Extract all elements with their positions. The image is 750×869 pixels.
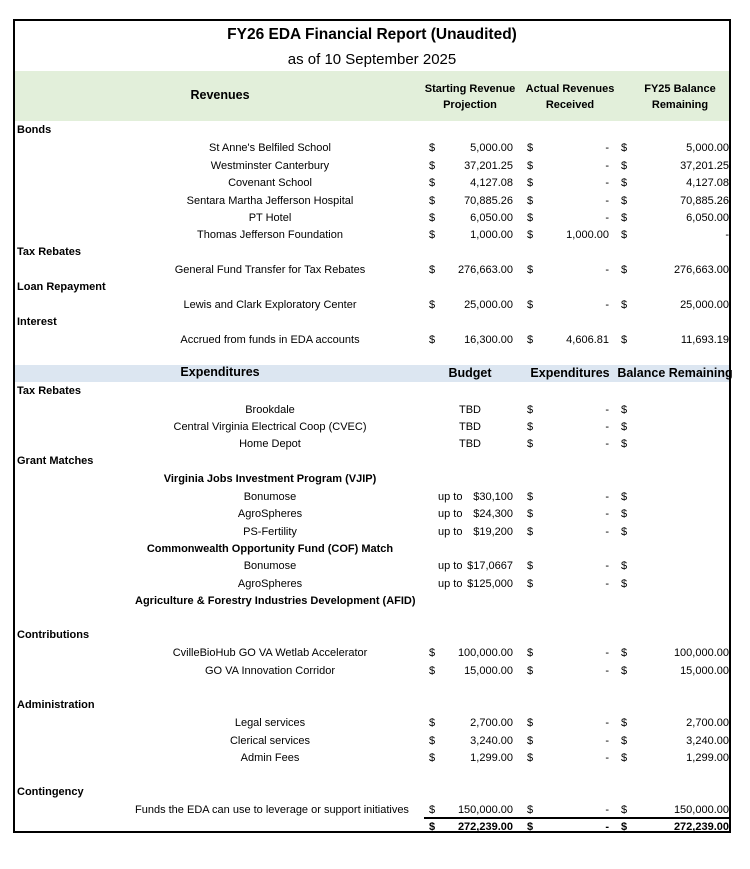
row-label: AgroSpheres: [237, 578, 303, 590]
currency-sign: $: [527, 421, 534, 433]
upto-label: up to: [438, 491, 463, 503]
col1-value: 6,050.00: [470, 212, 513, 224]
row-label: Legal services: [234, 717, 306, 729]
row-label: Home Depot: [239, 438, 301, 450]
col3-value: 4,127.08: [686, 177, 729, 189]
revenue-row: [15, 262, 729, 279]
currency-sign: $: [527, 804, 534, 816]
row-label: AgroSpheres: [237, 508, 303, 520]
row-label: Admin Fees: [240, 752, 300, 764]
currency-sign: $: [621, 578, 628, 590]
col3-value: 5,000.00: [686, 142, 729, 154]
currency-sign: $: [527, 508, 534, 520]
budget-value: TBD: [459, 438, 481, 450]
row-label: Central Virginia Electrical Coop (CVEC): [173, 421, 367, 433]
currency-sign: $: [429, 195, 436, 207]
col3-value: 150,000.00: [673, 804, 729, 816]
contribution-row: [15, 645, 729, 662]
col3-value: 276,663.00: [673, 264, 729, 276]
grant-row: [15, 489, 729, 506]
col3-value: 15,000.00: [680, 665, 729, 677]
currency-sign: $: [527, 404, 534, 416]
currency-sign: $: [429, 752, 436, 764]
currency-sign: $: [621, 821, 628, 833]
expenditures-heading: Expenditures: [180, 365, 260, 379]
row-label: PT Hotel: [248, 212, 292, 224]
revenues-header-band: [15, 71, 729, 121]
col2-value: 4,606.81: [566, 334, 609, 346]
currency-sign: $: [527, 735, 534, 747]
currency-sign: $: [527, 560, 534, 572]
exp-balance-header: Balance Remaining: [617, 366, 733, 380]
col3-value: 2,700.00: [686, 717, 729, 729]
currency-sign: $: [621, 717, 628, 729]
upto-label: up to: [438, 526, 463, 538]
expenditure-value: -: [605, 526, 609, 538]
col3-value: 1,299.00: [686, 752, 729, 764]
col3-value: 11,693.19: [680, 334, 729, 346]
currency-sign: $: [527, 665, 534, 677]
currency-sign: $: [527, 334, 534, 346]
currency-sign: $: [621, 735, 628, 747]
col3-value: 272,239.00: [673, 821, 729, 833]
col1-value: 2,700.00: [470, 717, 513, 729]
col1-value: 70,885.26: [464, 195, 513, 207]
budget-value: TBD: [459, 421, 481, 433]
col2-value: -: [605, 177, 609, 189]
expenditure-value: -: [605, 404, 609, 416]
currency-sign: $: [621, 229, 628, 241]
currency-sign: $: [527, 160, 534, 172]
currency-sign: $: [527, 821, 534, 833]
col3-value: 3,240.00: [686, 735, 729, 747]
revenue-row: [15, 332, 729, 349]
col1-value: 150,000.00: [457, 804, 513, 816]
col2-value: -: [605, 752, 609, 764]
tax-rebate-row: [15, 436, 729, 453]
currency-sign: $: [621, 404, 628, 416]
section-administration: Administration: [17, 699, 95, 711]
col3-value: 70,885.26: [680, 195, 729, 207]
currency-sign: $: [527, 264, 534, 276]
row-label: Covenant School: [228, 177, 312, 189]
row-label: Bonumose: [243, 491, 297, 503]
financial-report: [13, 19, 731, 833]
currency-sign: $: [429, 334, 436, 346]
col2-value: -: [605, 717, 609, 729]
currency-sign: $: [527, 177, 534, 189]
program-title: Commonwealth Opportunity Fund (COF) Match: [146, 543, 394, 555]
col3-value: -: [725, 229, 729, 241]
col2-value: -: [605, 160, 609, 172]
currency-sign: $: [621, 299, 628, 311]
row-label: Lewis and Clark Exploratory Center: [183, 299, 357, 311]
contribution-row: [15, 663, 729, 680]
balance-remaining-header: FY25 Balance Remaining: [644, 83, 716, 111]
currency-sign: $: [527, 142, 534, 154]
expenditure-value: -: [605, 578, 609, 590]
row-label: CvilleBioHub GO VA Wetlab Accelerator: [172, 647, 368, 659]
revenue-row: [15, 297, 729, 314]
expenditure-value: -: [605, 491, 609, 503]
currency-sign: $: [527, 229, 534, 241]
col1-value: 3,240.00: [470, 735, 513, 747]
col1-value: 5,000.00: [470, 142, 513, 154]
tax-rebate-row: [15, 402, 729, 419]
cof-title-row: [15, 541, 729, 558]
grant-row: [15, 558, 729, 575]
currency-sign: $: [429, 299, 436, 311]
budget-value: $24,300: [473, 508, 513, 520]
row-label: Sentara Martha Jefferson Hospital: [186, 195, 354, 207]
total-row: [15, 819, 729, 836]
row-label: Clerical services: [229, 735, 311, 747]
starting-revenue-header: Starting Revenue Projection: [424, 83, 516, 111]
program-title: Virginia Jobs Investment Program (VJIP): [163, 473, 377, 485]
row-label: Funds the EDA can use to leverage or support initiatives: [135, 804, 409, 816]
currency-sign: $: [429, 177, 436, 189]
revenue-row: [15, 210, 729, 227]
upto-label: up to: [438, 560, 463, 572]
currency-sign: $: [429, 229, 436, 241]
currency-sign: $: [429, 804, 436, 816]
expenditures-header-band: [15, 365, 733, 382]
currency-sign: $: [621, 421, 628, 433]
expenditure-value: -: [605, 560, 609, 572]
currency-sign: $: [527, 647, 534, 659]
row-label: General Fund Transfer for Tax Rebates: [174, 264, 366, 276]
upto-label: up to: [438, 508, 463, 520]
col3-value: 37,201.25: [680, 160, 729, 172]
row-label: Thomas Jefferson Foundation: [197, 229, 343, 241]
expenditure-value: -: [605, 508, 609, 520]
currency-sign: $: [527, 438, 534, 450]
currency-sign: $: [621, 177, 628, 189]
col1-value: 37,201.25: [464, 160, 513, 172]
col1-value: 16,300.00: [464, 334, 513, 346]
actual-revenues-header: Actual Revenues Received: [525, 83, 615, 111]
currency-sign: $: [621, 526, 628, 538]
expenditure-value: -: [605, 438, 609, 450]
currency-sign: $: [429, 821, 436, 833]
budget-value: $125,000: [467, 578, 513, 590]
budget-value: $17,0667: [467, 560, 513, 572]
grant-row: [15, 576, 729, 593]
revenue-row: [15, 158, 729, 175]
revenue-row: [15, 227, 729, 244]
row-label: GO VA Innovation Corridor: [204, 665, 336, 677]
program-title: Agriculture & Forestry Industries Development (AFID): [135, 595, 416, 607]
currency-sign: $: [429, 665, 436, 677]
col1-value: 15,000.00: [464, 665, 513, 677]
section-contributions: Contributions: [17, 629, 90, 641]
report-title: FY26 EDA Financial Report (Unaudited): [227, 26, 517, 43]
col1-value: 1,299.00: [470, 752, 513, 764]
currency-sign: $: [621, 334, 628, 346]
row-label: Brookdale: [245, 404, 295, 416]
currency-sign: $: [429, 142, 436, 154]
budget-header: Budget: [448, 366, 492, 380]
col1-value: 100,000.00: [457, 647, 513, 659]
revenue-row: [15, 175, 729, 192]
col1-value: 1,000.00: [470, 229, 513, 241]
currency-sign: $: [621, 665, 628, 677]
currency-sign: $: [621, 195, 628, 207]
admin-row: [15, 733, 729, 750]
currency-sign: $: [621, 491, 628, 503]
col2-value: -: [605, 821, 609, 833]
admin-row: [15, 715, 729, 732]
col2-value: -: [605, 212, 609, 224]
col2-value: -: [605, 264, 609, 276]
admin-row: [15, 750, 729, 767]
section-grant-matches: Grant Matches: [17, 455, 94, 467]
currency-sign: $: [429, 212, 436, 224]
report-subtitle: as of 10 September 2025: [15, 51, 729, 73]
expenditure-value: -: [605, 421, 609, 433]
currency-sign: $: [621, 212, 628, 224]
revenue-row: [15, 193, 729, 210]
revenue-row: [15, 140, 729, 157]
contingency-row: [15, 802, 729, 819]
col2-value: -: [605, 647, 609, 659]
col2-value: -: [605, 195, 609, 207]
currency-sign: $: [527, 195, 534, 207]
currency-sign: $: [429, 160, 436, 172]
section-loan-repayment: Loan Repayment: [17, 281, 106, 293]
col3-value: 100,000.00: [673, 647, 729, 659]
currency-sign: $: [621, 804, 628, 816]
currency-sign: $: [429, 264, 436, 276]
afid-title-row: [15, 593, 729, 610]
currency-sign: $: [527, 752, 534, 764]
currency-sign: $: [527, 491, 534, 503]
revenues-heading: Revenues: [190, 88, 250, 102]
col2-value: -: [605, 299, 609, 311]
col3-value: 6,050.00: [686, 212, 729, 224]
currency-sign: $: [621, 647, 628, 659]
budget-value: TBD: [459, 404, 481, 416]
col1-value: 272,239.00: [457, 821, 513, 833]
col2-value: 1,000.00: [566, 229, 609, 241]
expenditures-col-header: Expenditures: [530, 366, 610, 380]
currency-sign: $: [621, 264, 628, 276]
col2-value: -: [605, 804, 609, 816]
tax-rebate-row: [15, 419, 729, 436]
section-interest: Interest: [17, 316, 57, 328]
col1-value: 25,000.00: [464, 299, 513, 311]
currency-sign: $: [621, 560, 628, 572]
section-exp-tax-rebates: Tax Rebates: [17, 385, 81, 397]
currency-sign: $: [621, 508, 628, 520]
section-contingency: Contingency: [17, 786, 84, 798]
section-tax-rebates: Tax Rebates: [17, 246, 81, 258]
col2-value: -: [605, 735, 609, 747]
currency-sign: $: [429, 735, 436, 747]
currency-sign: $: [429, 647, 436, 659]
currency-sign: $: [621, 438, 628, 450]
row-label: PS-Fertility: [243, 526, 297, 538]
section-bonds: Bonds: [17, 124, 52, 136]
currency-sign: $: [527, 526, 534, 538]
col3-value: 25,000.00: [680, 299, 729, 311]
budget-value: $30,100: [473, 491, 513, 503]
currency-sign: $: [527, 717, 534, 729]
currency-sign: $: [621, 752, 628, 764]
col2-value: -: [605, 665, 609, 677]
currency-sign: $: [527, 299, 534, 311]
col1-value: 276,663.00: [457, 264, 513, 276]
grant-row: [15, 506, 729, 523]
row-label: Accrued from funds in EDA accounts: [180, 334, 360, 346]
row-label: Westminster Canterbury: [210, 160, 330, 172]
currency-sign: $: [621, 142, 628, 154]
row-label: Bonumose: [243, 560, 297, 572]
currency-sign: $: [527, 212, 534, 224]
row-label: St Anne's Belfiled School: [209, 142, 331, 154]
currency-sign: $: [621, 160, 628, 172]
upto-label: up to: [438, 578, 463, 590]
grant-row: [15, 524, 729, 541]
currency-sign: $: [429, 717, 436, 729]
col1-value: 4,127.08: [470, 177, 513, 189]
budget-value: $19,200: [473, 526, 513, 538]
currency-sign: $: [527, 578, 534, 590]
col2-value: -: [605, 142, 609, 154]
vjip-title-row: [15, 471, 729, 488]
